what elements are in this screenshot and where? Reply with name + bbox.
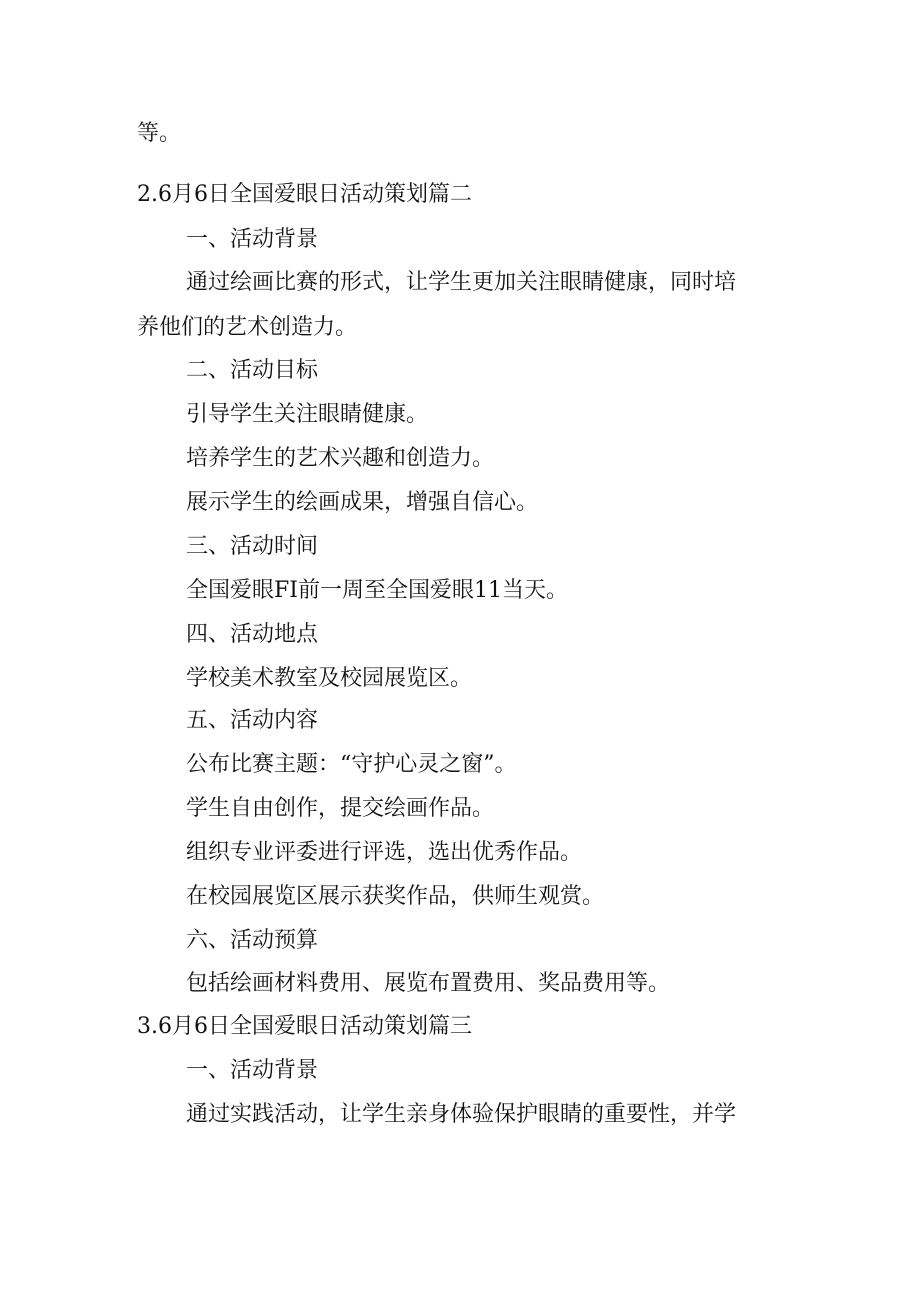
content-item-2: 学生自由创作，提交绘画作品。 (186, 796, 495, 821)
budget-text: 包括绘画材料费用、展览布置费用、奖品费用等。 (186, 971, 671, 996)
subheading-goals: 二、活动目标 (186, 358, 319, 383)
content-item-4: 在校园展览区展示获奖作品，供师生观赏。 (186, 884, 605, 909)
goal-item-1: 引导学生关注眼睛健康。 (186, 402, 429, 427)
goal-item-2: 培养学生的艺术兴趣和创造力。 (186, 446, 495, 471)
subheading-background-2: 一、活动背景 (186, 1058, 319, 1083)
paragraph-background-line-1: 通过绘画比赛的形式，让学生更加关注眼睛健康，同时培 (186, 270, 737, 295)
subheading-background: 一、活动背景 (186, 227, 319, 252)
goal-item-3: 展示学生的绘画成果，增强自信心。 (186, 490, 539, 515)
time-text: 全国爱眼FI前一周至全国爱眼11当天。 (186, 578, 568, 603)
subheading-content: 五、活动内容 (186, 708, 319, 733)
paragraph-continuation: 等。 (137, 121, 182, 146)
section-heading-part-3: 3.6月6日全国爱眼日活动策划篇三 (137, 1014, 472, 1039)
section-heading-part-2: 2.6月6日全国爱眼日活动策划篇二 (137, 182, 472, 207)
content-item-3: 组织专业评委进行评选，选出优秀作品。 (186, 840, 583, 865)
subheading-budget: 六、活动预算 (186, 928, 319, 953)
location-text: 学校美术教室及校园展览区。 (186, 666, 473, 691)
subheading-time: 三、活动时间 (186, 534, 319, 559)
paragraph-background-2-line-1: 通过实践活动，让学生亲身体验保护眼睛的重要性，并学 (186, 1102, 737, 1127)
content-item-1: 公布比赛主题：“守护心灵之窗”。 (186, 752, 517, 777)
paragraph-background-line-2: 养他们的艺术创造力。 (137, 315, 358, 340)
subheading-location: 四、活动地点 (186, 622, 319, 647)
